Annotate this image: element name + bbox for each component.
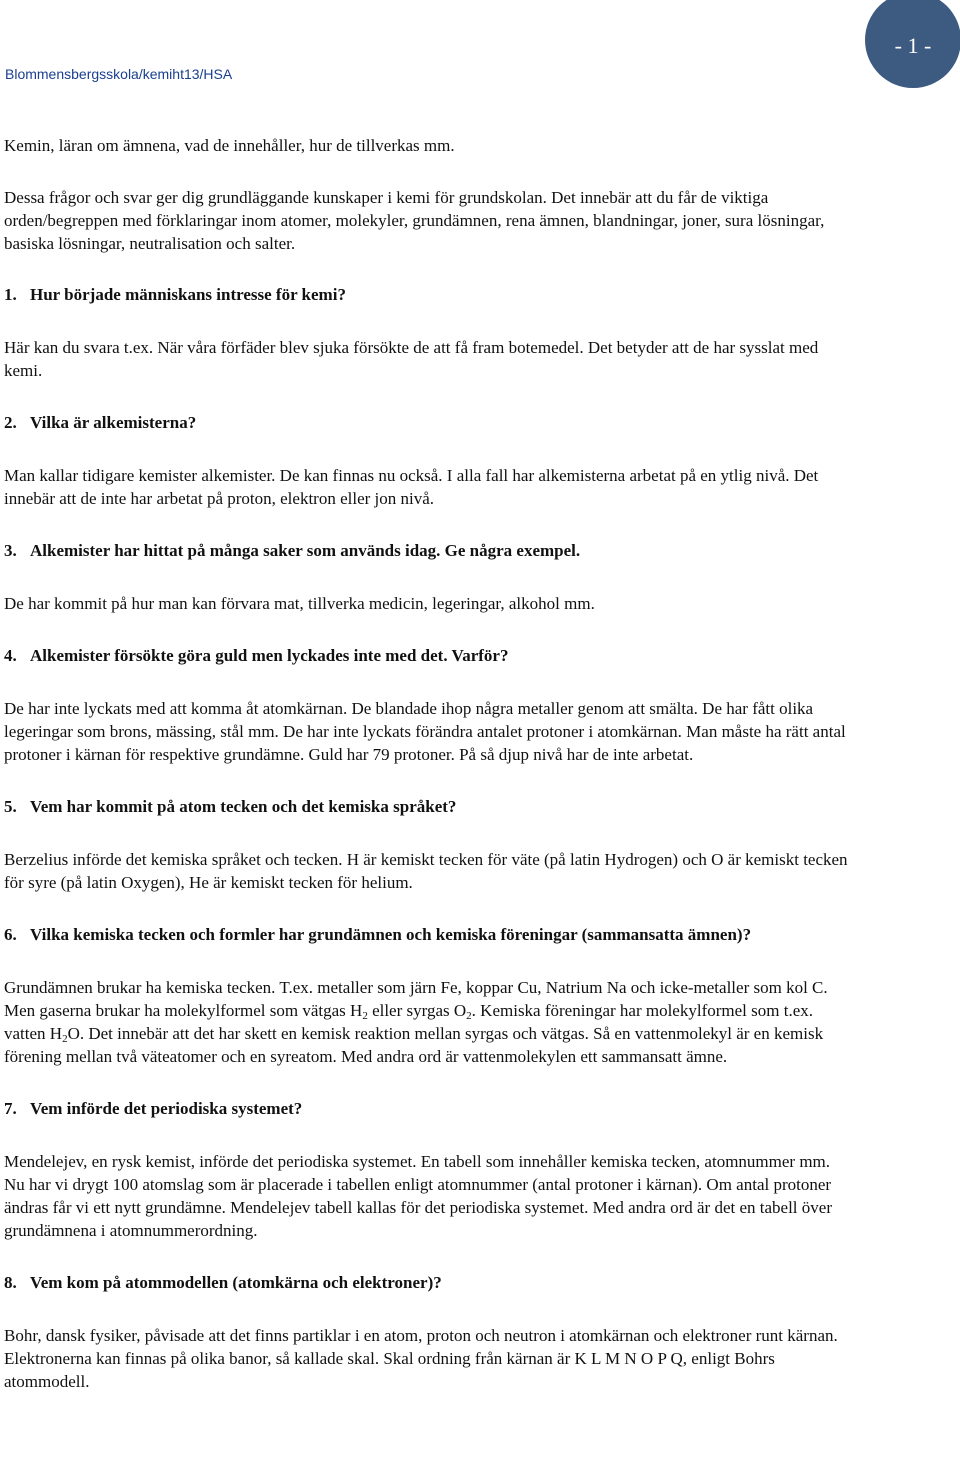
question-text: Hur började människans intresse för kemi? bbox=[30, 285, 346, 304]
page-number-badge bbox=[865, 0, 960, 88]
question-number: 7. bbox=[4, 1099, 17, 1118]
question-number: 2. bbox=[4, 413, 17, 432]
subscript: 2 bbox=[362, 1010, 368, 1022]
question-text: Alkemister har hittat på många saker som används idag. Ge några exempel. bbox=[30, 541, 581, 560]
question-4 bbox=[4, 644, 852, 667]
question-2 bbox=[4, 411, 852, 434]
question-5 bbox=[4, 795, 852, 818]
answer-text: eller syrgas O bbox=[367, 1001, 467, 1020]
question-number: 3. bbox=[4, 541, 17, 560]
subscript: 2 bbox=[62, 1033, 68, 1045]
question-text: Vilka kemiska tecken och formler har grundämnen och kemiska föreningar (sammansatta ämnen)? bbox=[30, 925, 752, 944]
question-number: 1. bbox=[4, 285, 17, 304]
question-number: 5. bbox=[4, 797, 17, 816]
question-6 bbox=[4, 923, 852, 946]
question-text: Vem kom på atommodellen (atomkärna och elektroner)? bbox=[30, 1273, 442, 1292]
answer-text: Grundämnen brukar ha kemiska tecken. T.ex. metaller som järn Fe, koppar Cu, Natrium Na och icke-metaller som kol C. Men gaserna brukar ha molekylformel som vätgas H bbox=[4, 978, 828, 1020]
answer-text: . Kemiska föreningar har molekylformel som t.ex. vatten H bbox=[4, 1001, 813, 1043]
page-number: - 1 - bbox=[894, 33, 932, 58]
question-8 bbox=[4, 1271, 852, 1294]
question-text: Vem införde det periodiska systemet? bbox=[30, 1099, 303, 1118]
question-text: Vem har kommit på atom tecken och det kemiska språket? bbox=[30, 797, 457, 816]
document-header: Blommensbergsskola/kemiht13/HSA bbox=[5, 66, 233, 82]
answer-7: Mendelejev, en rysk kemist, införde det periodiska systemet. En tabell som innehåller kemiska tecken, atomnummer mm. Nu har vi drygt 100 atomslag som är placerade i tabellen enligt atomnummer (antal protoner i kärnan). Om antal protoner ändras får vi ett nytt grundämne. Mendelejev tabell kallas för det periodiska systemet. Med andra ord är det en tabell över grundämnena i atomnummerordning. bbox=[4, 1152, 832, 1240]
answer-6 bbox=[4, 976, 852, 1068]
document-body bbox=[4, 134, 852, 1422]
answer-4: De har inte lyckats med att komma åt atomkärnan. De blandade ihop några metaller genom att smälta. De har fått olika legeringar som brons, mässing, stål mm. De har inte lyckats förändra antalet protoner i atomkärnan. Man måste ha rätt antal protoner i kärnan för respektive grundämne. Guld har 79 protoner. På så djup nivå har de inte arbetat. bbox=[4, 699, 846, 764]
question-3 bbox=[4, 539, 852, 562]
answer-8: Bohr, dansk fysiker, påvisade att det finns partiklar i en atom, proton och neutron i atomkärnan och elektroner runt kärnan. Elektronerna kan finnas på olika banor, så kallade skal. Skal ordning från kärnan är K L M N O P Q, enligt Bohrs atommodell. bbox=[4, 1326, 838, 1391]
intro-line: Kemin, läran om ämnena, vad de innehåller, hur de tillverkas mm. bbox=[4, 136, 455, 155]
intro-paragraph: Dessa frågor och svar ger dig grundläggande kunskaper i kemi för grundskolan. Det innebär att du får de viktiga orden/begreppen med förklaringar inom atomer, molekyler, grundämnen, rena ämnen, blandningar, joner, sura lösningar, basiska lösningar, neutralisation och salter. bbox=[4, 188, 825, 253]
question-number: 4. bbox=[4, 646, 17, 665]
question-number: 6. bbox=[4, 925, 17, 944]
question-text: Alkemister försökte göra guld men lyckades inte med det. Varför? bbox=[30, 646, 509, 665]
answer-1: Här kan du svara t.ex. När våra förfäder blev sjuka försökte de att få fram botemedel. Det betyder att de har sysslat med kemi. bbox=[4, 338, 819, 380]
question-text: Vilka är alkemisterna? bbox=[30, 413, 197, 432]
answer-5: Berzelius införde det kemiska språket och tecken. H är kemiskt tecken för väte (på latin Hydrogen) och O är kemiskt tecken för syre (på latin Oxygen), He är kemiskt tecken för helium. bbox=[4, 850, 848, 892]
question-1 bbox=[4, 283, 852, 306]
question-7 bbox=[4, 1097, 852, 1120]
question-number: 8. bbox=[4, 1273, 17, 1292]
answer-2: Man kallar tidigare kemister alkemister. De kan finnas nu också. I alla fall har alkemisterna arbetat på en ytlig nivå. Det innebär att de inte har arbetat på proton, elektron eller jon nivå. bbox=[4, 466, 819, 508]
answer-3: De har kommit på hur man kan förvara mat, tillverka medicin, legeringar, alkohol mm. bbox=[4, 594, 595, 613]
answer-text: O. Det innebär att det har skett en kemisk reaktion mellan syrgas och vätgas. Så en vattenmolekyl är en kemisk förening mellan två väteatomer och en syreatom. Med andra ord är vattenmolekylen ett sammansatt ämne. bbox=[4, 1024, 824, 1066]
subscript: 2 bbox=[466, 1010, 472, 1022]
